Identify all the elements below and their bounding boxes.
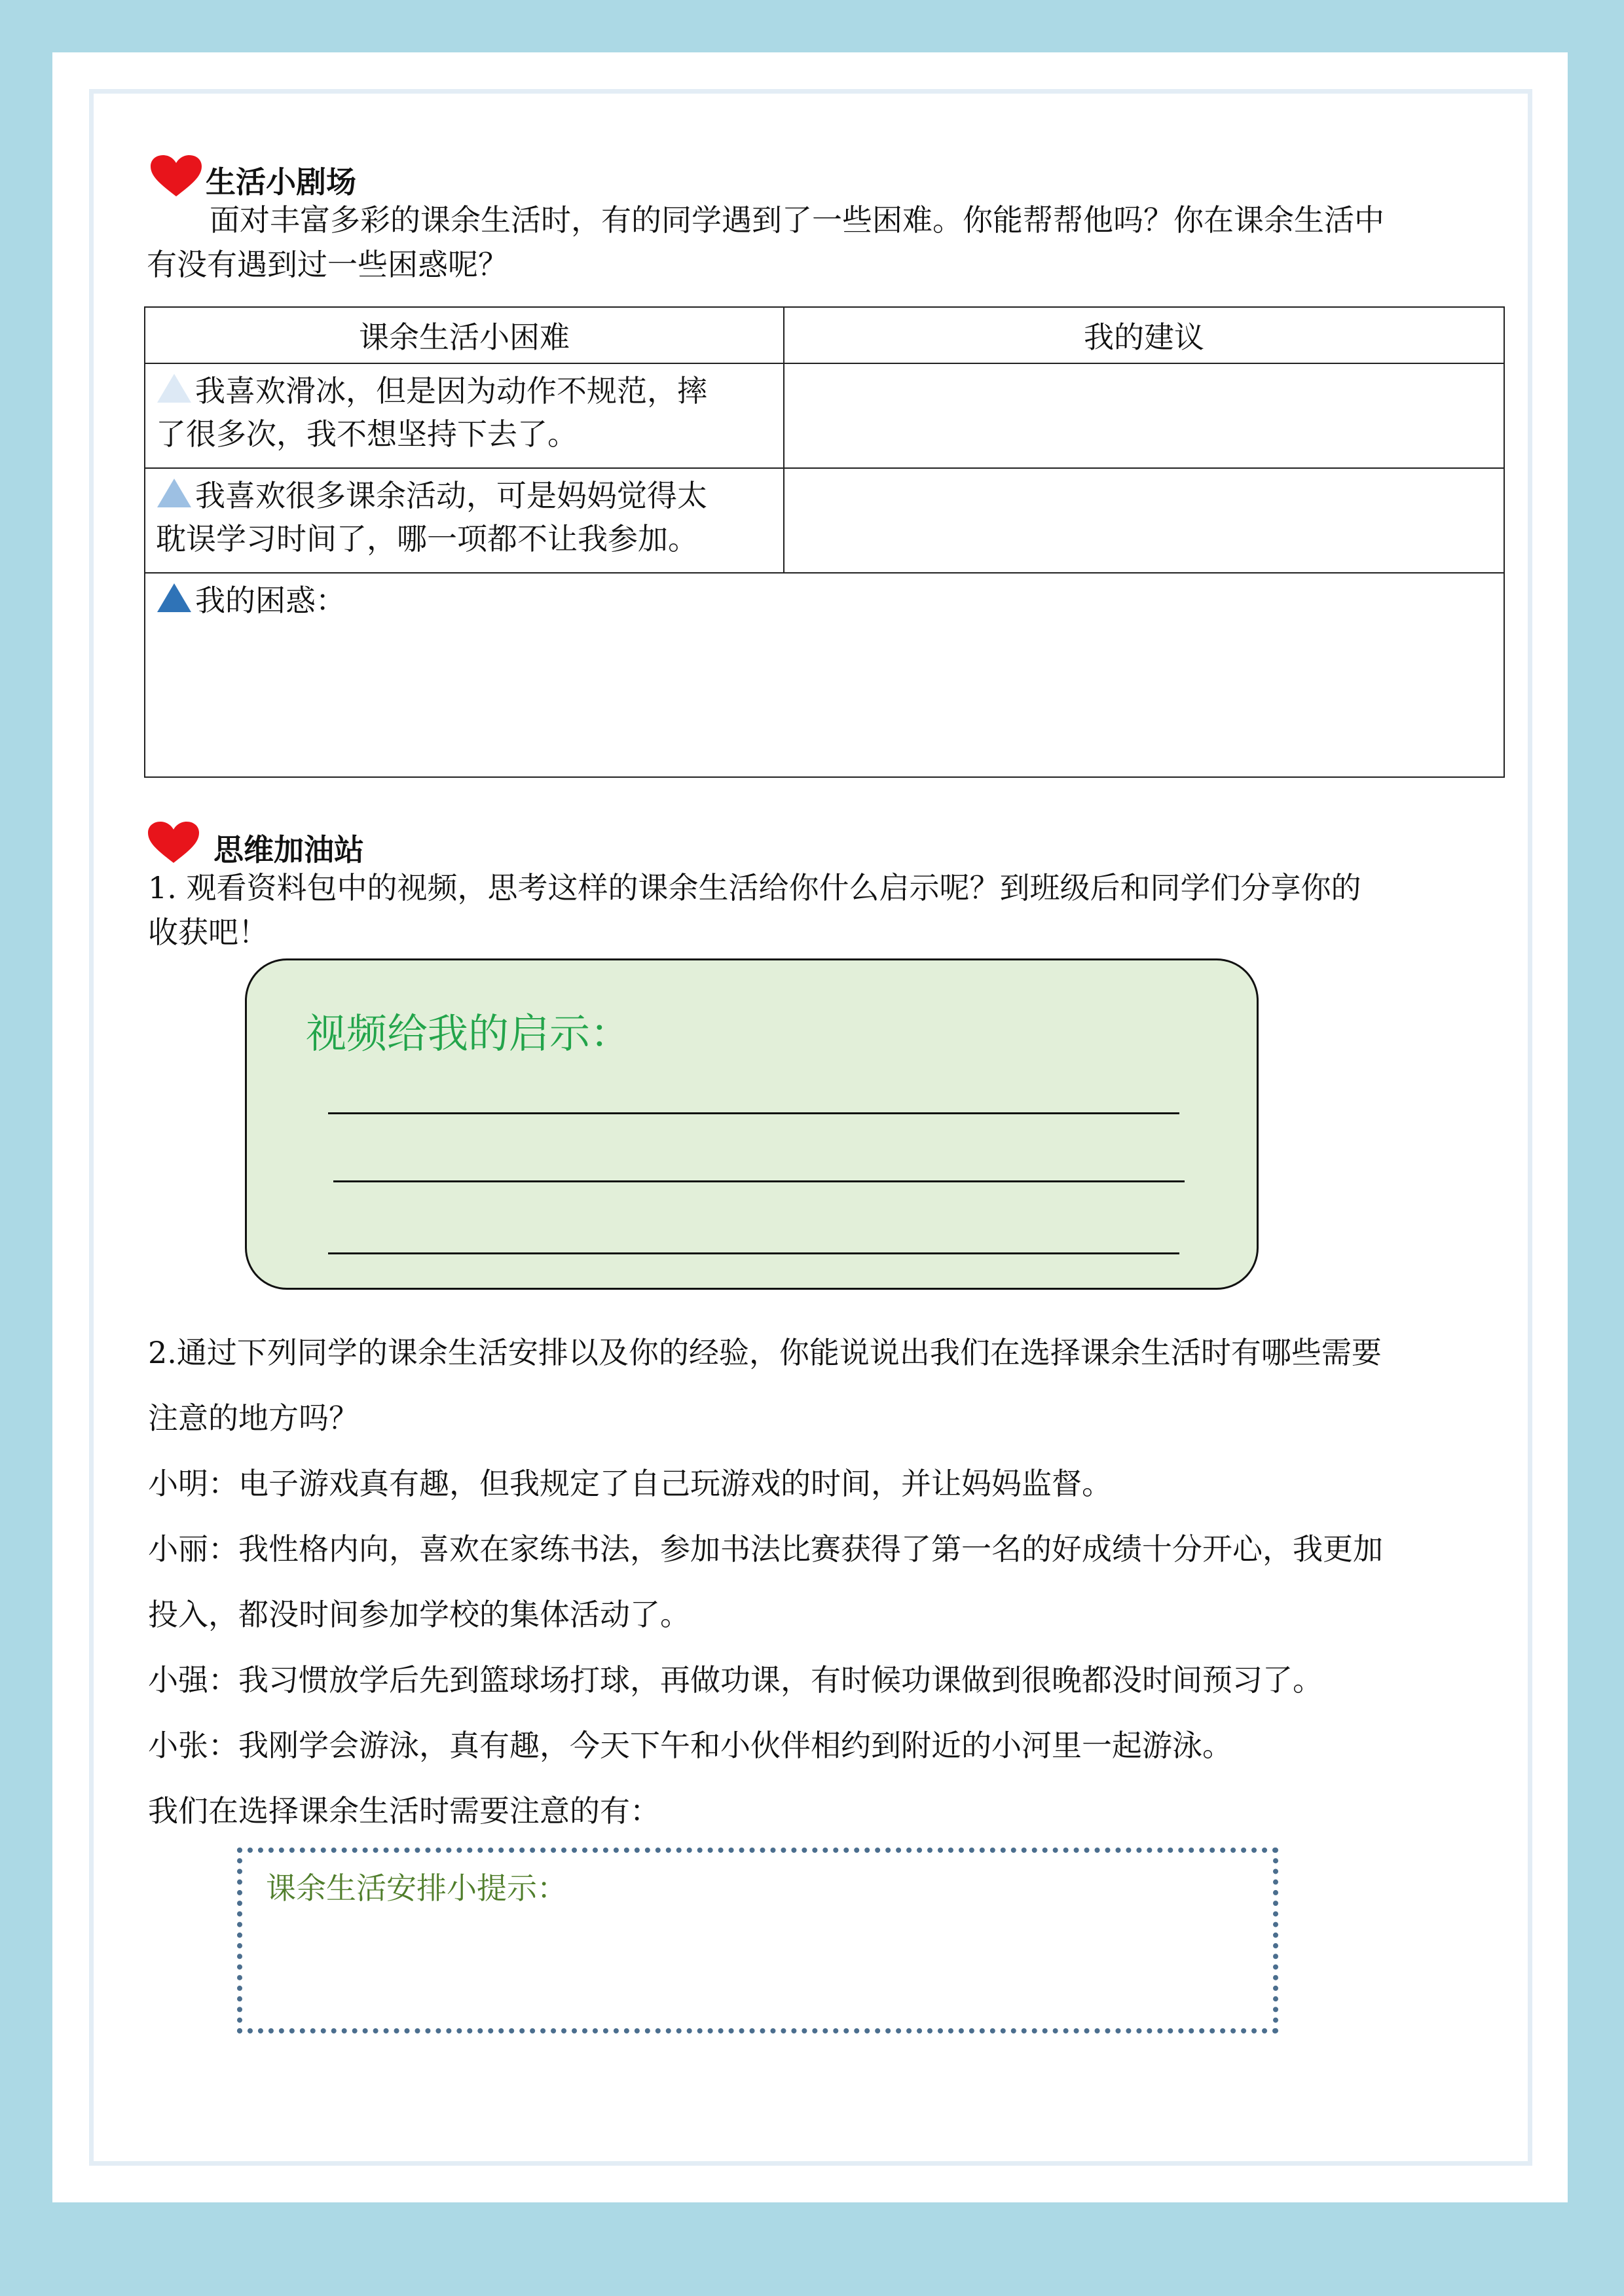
statement-xiaozhang: 小张：我刚学会游泳，真有趣，今天下午和小伙伴相约到附近的小河里一起游泳。	[148, 1728, 1232, 1763]
difficulty-text: 了很多次，我不想坚持下去了。	[156, 416, 578, 452]
intro-line: 有没有遇到过一些困惑呢？	[147, 247, 508, 282]
statement-xiaoqiang: 小强：我习惯放学后先到篮球场打球，再做功课，有时候功课做到很晚都没时间预习了。	[148, 1662, 1323, 1698]
question-1-line: 收获吧！	[148, 915, 268, 950]
table-header-suggestion: 我的建议	[784, 307, 1504, 363]
section-heading-life-theater: 生活小剧场	[206, 164, 356, 200]
heart-icon	[147, 821, 200, 864]
tips-box-title: 课余生活安排小提示：	[266, 1870, 567, 1906]
intro-line: 面对丰富多彩的课余生活时，有的同学遇到了一些困难。你能帮帮他吗？你在课余生活中	[210, 202, 1384, 238]
suggestion-cell-2[interactable]	[784, 468, 1504, 573]
note-prompt: 我们在选择课余生活时需要注意的有：	[148, 1793, 660, 1829]
table-cell-difficulty-2	[145, 468, 784, 573]
question-1-line: 1. 观看资料包中的视频，思考这样的课余生活给你什么启示呢？到班级后和同学们分享你的	[148, 870, 1361, 905]
heart-icon	[149, 155, 203, 198]
answer-line[interactable]	[333, 1180, 1185, 1182]
video-insight-box	[245, 958, 1259, 1290]
difficulty-text: 我喜欢滑冰，但是因为动作不规范，摔	[195, 373, 707, 409]
difficulty-text: 我喜欢很多课余活动，可是妈妈觉得太	[195, 478, 707, 513]
answer-line[interactable]	[328, 1252, 1179, 1254]
question-1	[148, 866, 1543, 955]
tips-box[interactable]	[237, 1848, 1278, 2033]
difficulty-table	[144, 306, 1505, 778]
question-2-line: 2.通过下列同学的课余生活安排以及你的经验，你能说说出我们在选择课余生活时有哪些需要	[148, 1335, 1382, 1370]
statement-xiaoli: 投入，都没时间参加学校的集体活动了。	[148, 1597, 690, 1632]
question-2	[148, 1320, 1549, 1844]
section-heading-thinking-station: 思维加油站	[213, 832, 364, 867]
triangle-icon	[156, 582, 193, 613]
table-header-difficulty: 课余生活小困难	[145, 307, 784, 363]
answer-line[interactable]	[328, 1112, 1179, 1114]
suggestion-cell-1[interactable]	[784, 363, 1504, 468]
statement-xiaoming: 小明：电子游戏真有趣，但我规定了自己玩游戏的时间，并让妈妈监督。	[148, 1466, 1112, 1501]
table-cell-difficulty-1	[145, 363, 784, 468]
question-2-line: 注意的地方吗？	[148, 1400, 359, 1436]
video-insight-title: 视频给我的启示：	[306, 1010, 631, 1057]
difficulty-text: 耽误学习时间了，哪一项都不让我参加。	[156, 521, 698, 556]
my-confusion-cell[interactable]	[145, 573, 1504, 777]
statement-xiaoli: 小丽：我性格内向，喜欢在家练书法，参加书法比赛获得了第一名的好成绩十分开心，我更加	[148, 1531, 1383, 1567]
intro-paragraph	[147, 198, 1535, 287]
triangle-icon	[156, 373, 193, 404]
triangle-icon	[156, 477, 193, 509]
my-confusion-label: 我的困惑：	[195, 583, 346, 618]
